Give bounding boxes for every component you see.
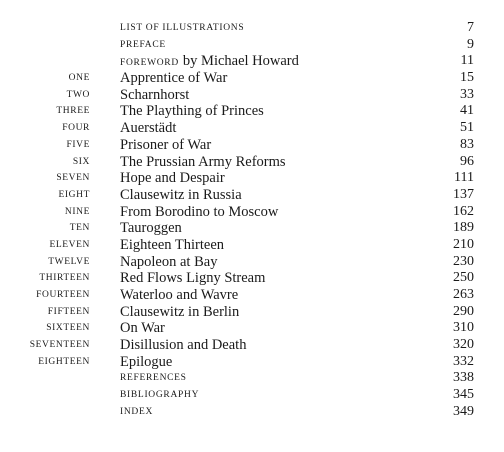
entry-title-text: Prisoner of War (120, 136, 212, 153)
toc-entry (0, 304, 504, 321)
entry-title-text: Epilogue (120, 353, 173, 370)
chapter-number: EIGHTEEN (38, 356, 90, 367)
entry-title (120, 237, 224, 254)
entry-title-text: Eighteen Thirteen (120, 236, 225, 253)
page-number: 11 (460, 53, 474, 69)
toc-entry (0, 254, 504, 271)
entry-title-text: Clausewitz in Berlin (120, 303, 240, 320)
toc-entry (0, 103, 504, 120)
entry-title (120, 70, 227, 87)
entry-title (120, 337, 246, 354)
toc-entry (0, 270, 504, 287)
entry-title-text: by Michael Howard (182, 53, 299, 70)
chapter-number: TWELVE (48, 256, 90, 267)
chapter-number: THREE (56, 106, 90, 117)
page-number: 320 (453, 337, 474, 353)
chapter-number: THIRTEEN (39, 273, 90, 284)
chapter-number: SIX (72, 156, 90, 167)
entry-lead: FOREWORD (120, 58, 179, 69)
toc-entry (0, 287, 504, 304)
chapter-number: FOUR (62, 123, 90, 134)
page-number: 51 (460, 120, 474, 136)
entry-title-text: BIBLIOGRAPHY (120, 390, 200, 401)
entry-title-text: The Prussian Army Reforms (120, 153, 286, 170)
page-number: 83 (460, 136, 474, 152)
toc-entry (0, 320, 504, 337)
entry-title (120, 154, 286, 171)
entry-title-text: Scharnhorst (120, 86, 190, 103)
chapter-number: ELEVEN (49, 239, 90, 250)
entry-title-text: INDEX (120, 406, 154, 417)
toc-entry (0, 37, 504, 54)
page-number: 263 (453, 287, 474, 302)
entry-title-text: From Borodino to Moscow (120, 203, 279, 220)
page-number: 210 (453, 236, 474, 252)
page-number: 290 (453, 303, 474, 319)
toc-entry (0, 70, 504, 87)
page-number: 332 (453, 353, 474, 369)
entry-title-text: Auerstädt (120, 120, 177, 137)
entry-title-text: Red Flows Ligny Stream (120, 270, 266, 287)
page-number: 15 (460, 70, 474, 86)
toc-entry (0, 87, 504, 104)
entry-title (120, 304, 239, 321)
entry-title-text: Napoleon at Bay (120, 253, 218, 270)
page-number: 33 (460, 86, 474, 102)
chapter-number: TWO (66, 89, 90, 100)
entry-title (120, 137, 211, 154)
toc-entry (0, 53, 504, 70)
toc-entry (0, 204, 504, 221)
toc-entry (0, 370, 504, 387)
page-number: 9 (467, 36, 474, 52)
entry-title (120, 254, 217, 271)
page-number: 338 (453, 370, 474, 386)
page-number: 345 (453, 387, 474, 403)
toc-entry (0, 120, 504, 137)
entry-title-text: Hope and Despair (120, 170, 225, 187)
entry-title (120, 320, 165, 337)
chapter-number: FIVE (66, 139, 90, 150)
page-number: 310 (453, 320, 474, 336)
entry-title (120, 120, 176, 137)
entry-title-text: Disillusion and Death (120, 337, 247, 354)
entry-title-text: Tauroggen (120, 220, 182, 237)
entry-title (120, 370, 187, 387)
toc-entry (0, 387, 504, 404)
entry-title (120, 187, 242, 204)
entry-title (120, 170, 225, 187)
entry-title (120, 354, 172, 371)
toc-entry (0, 137, 504, 154)
entry-title (120, 270, 265, 287)
chapter-number: EIGHT (58, 189, 90, 200)
chapter-number: FIFTEEN (47, 306, 90, 317)
entry-title-text: Clausewitz in Russia (120, 186, 242, 203)
page-number: 96 (460, 153, 474, 169)
page-number: 189 (453, 220, 474, 236)
page-number: 230 (453, 253, 474, 269)
entry-title (120, 220, 182, 237)
entry-title (120, 103, 264, 120)
page-number: 250 (453, 270, 474, 286)
chapter-number: NINE (64, 206, 90, 217)
chapter-number: SEVEN (56, 173, 90, 184)
page-number: 137 (453, 186, 474, 202)
entry-title-text: PREFACE (120, 39, 166, 50)
entry-title (120, 20, 244, 37)
entry-title (120, 287, 238, 304)
page-number: 111 (454, 170, 474, 186)
toc-entry (0, 354, 504, 371)
chapter-number: SEVENTEEN (29, 340, 90, 351)
page-number: 41 (460, 103, 474, 119)
page-number: 162 (453, 203, 474, 219)
toc-entry (0, 154, 504, 171)
entry-title-text: Waterloo and Wavre (120, 287, 239, 303)
table-of-contents (0, 20, 504, 421)
entry-title (120, 387, 199, 404)
toc-entry (0, 187, 504, 204)
entry-title-text: Apprentice of War (120, 70, 228, 87)
page-number: 7 (467, 20, 474, 35)
entry-title (120, 87, 189, 104)
entry-title-text: The Plaything of Princes (120, 103, 264, 120)
chapter-number: ONE (68, 73, 90, 84)
toc-entry (0, 337, 504, 354)
toc-entry (0, 170, 504, 187)
chapter-number: FOURTEEN (36, 290, 90, 300)
entry-title (120, 204, 278, 221)
toc-entry (0, 237, 504, 254)
entry-title-text: On War (120, 320, 165, 337)
entry-title (120, 37, 166, 54)
entry-title-text: REFERENCES (120, 373, 187, 384)
chapter-number: TEN (69, 223, 90, 234)
entry-title (120, 404, 153, 421)
toc-entry (0, 404, 504, 421)
page-number: 349 (453, 403, 474, 419)
entry-title-text: LIST OF ILLUSTRATIONS (120, 23, 245, 33)
chapter-number: SIXTEEN (46, 323, 90, 334)
toc-entry (0, 20, 504, 37)
toc-entry (0, 220, 504, 237)
